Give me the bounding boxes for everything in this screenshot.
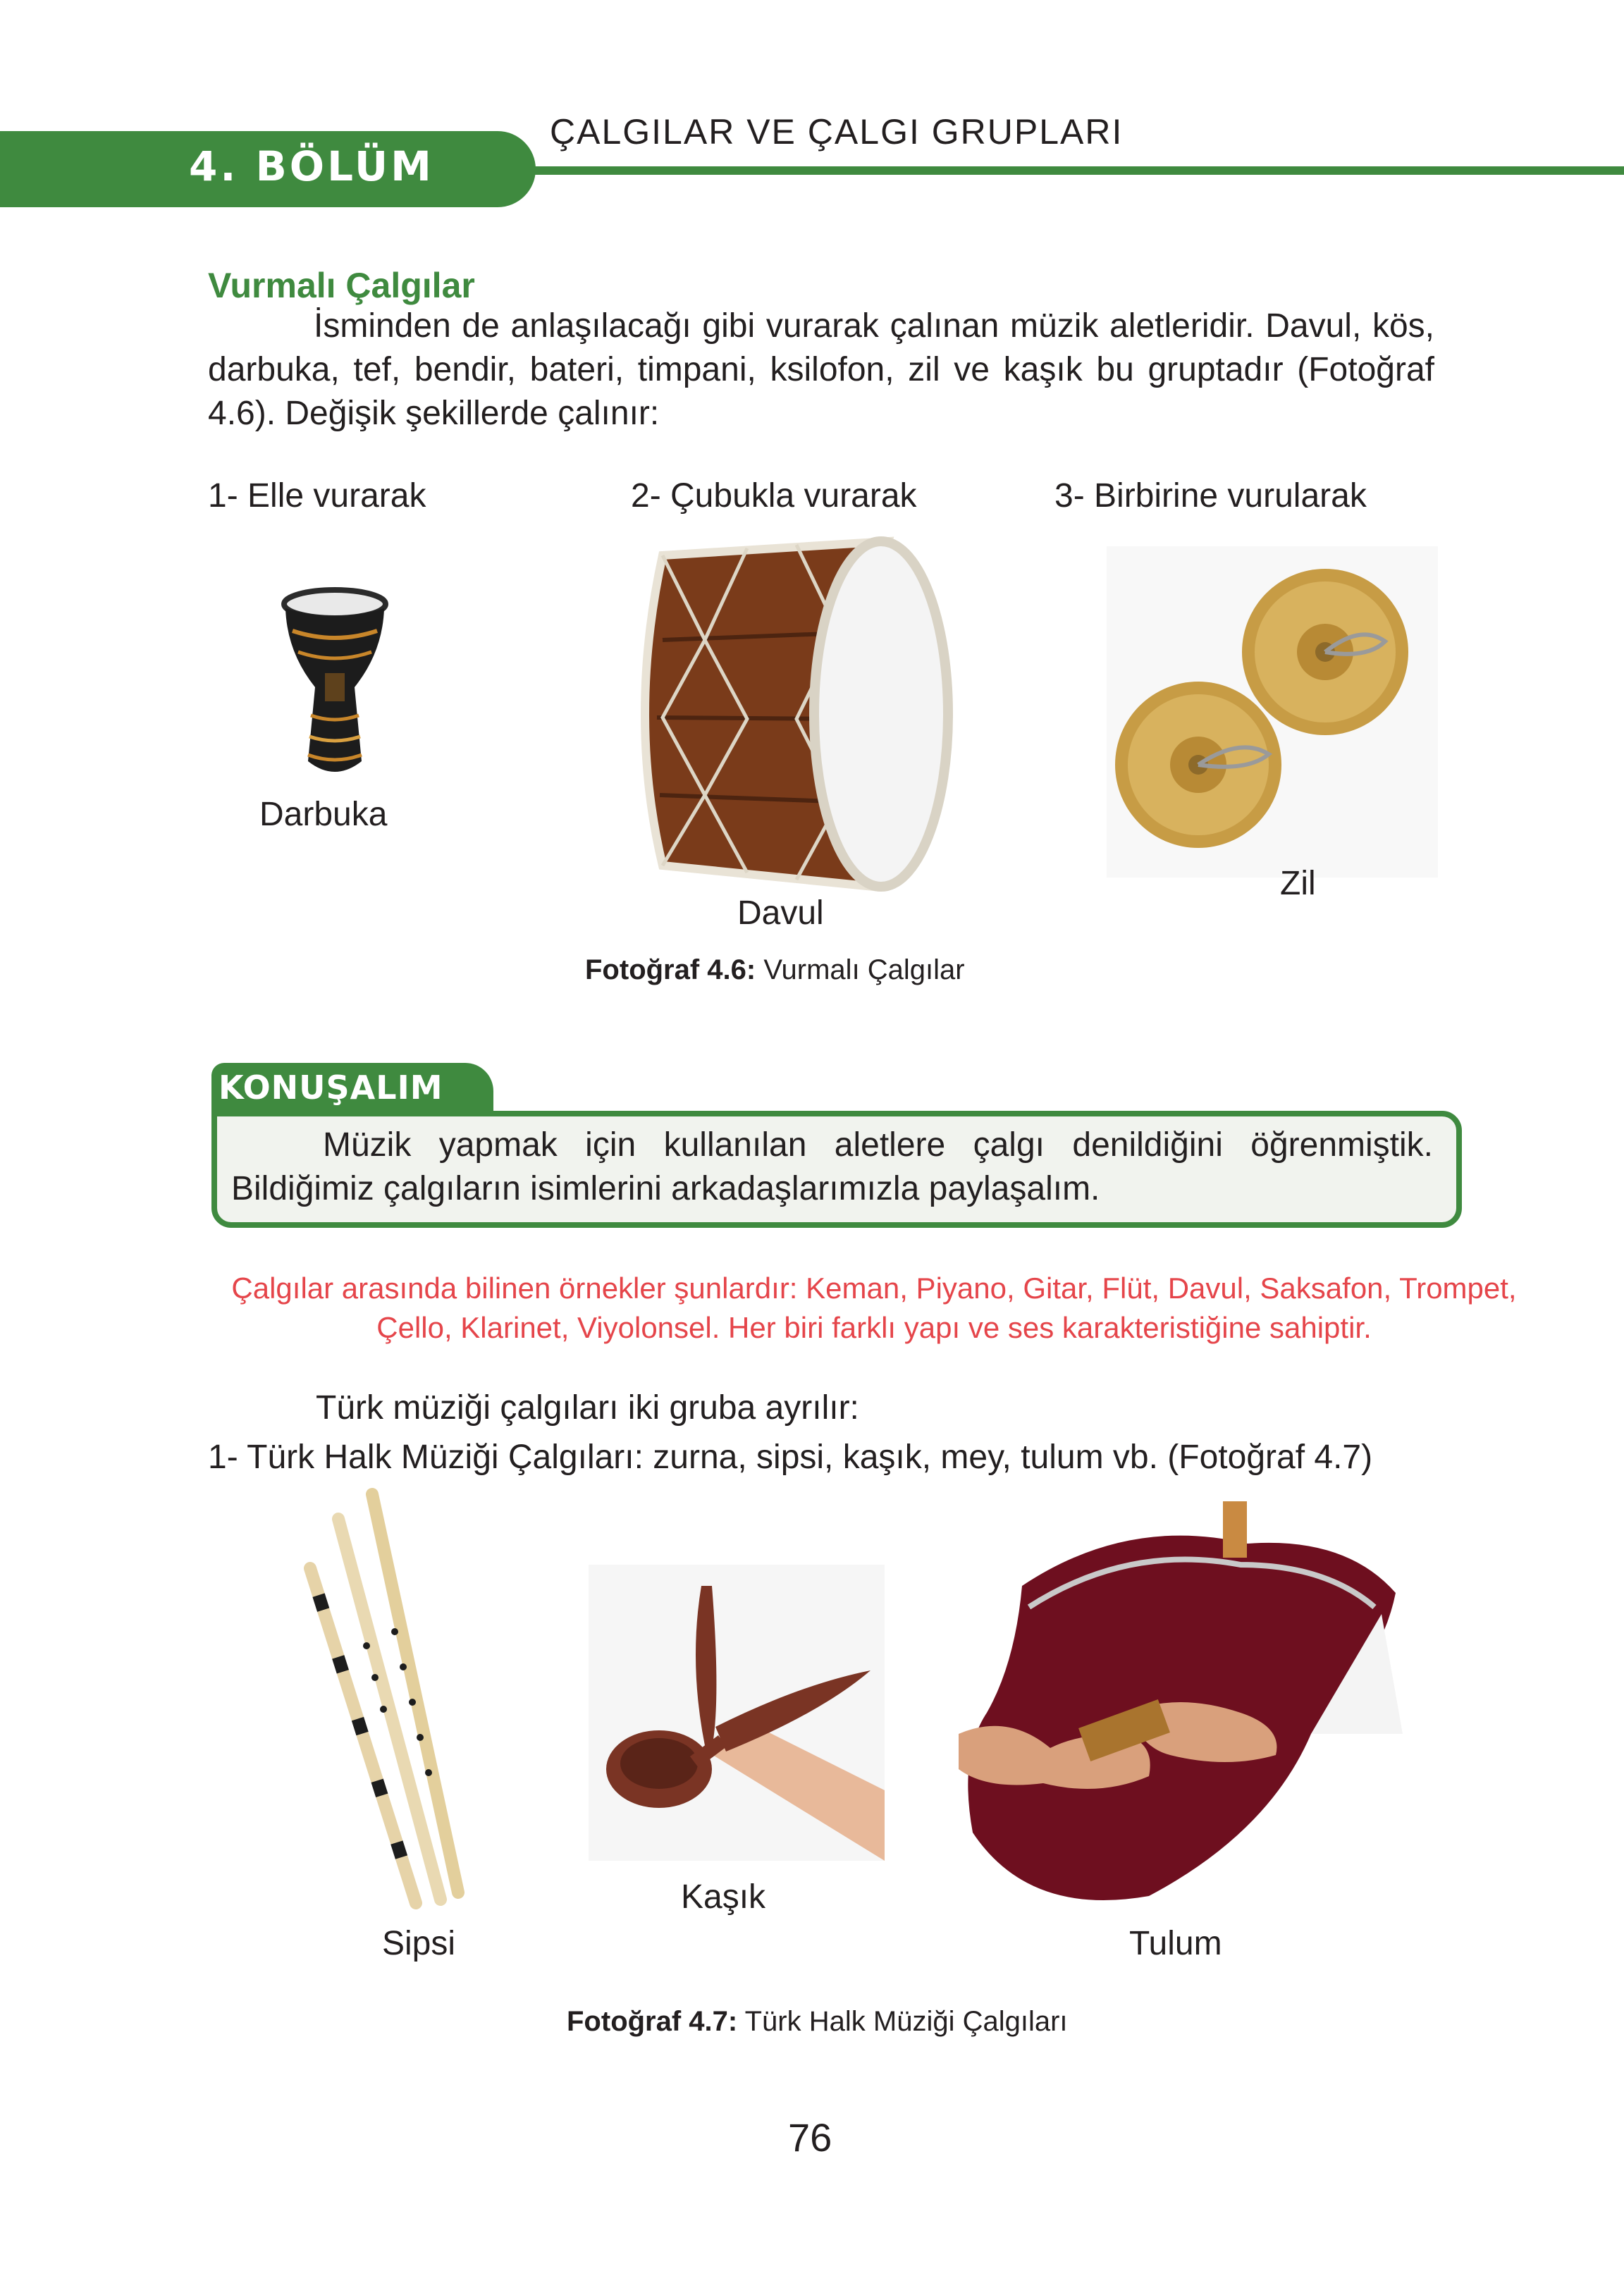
sipsi-image [296, 1491, 479, 1914]
photo-4-6-caption [585, 954, 965, 986]
method-2: 2- Çubukla vurarak [631, 477, 917, 515]
caption-text: Türk Halk Müziği Çalgıları [737, 2006, 1068, 2037]
page-number: 76 [788, 2115, 832, 2160]
davul-label: Davul [737, 894, 824, 932]
tulum-image [945, 1501, 1410, 1917]
zil-label: Zil [1280, 865, 1316, 902]
talk-tab-label: KONUŞALIM [219, 1069, 443, 1107]
darbuka-label: Darbuka [259, 796, 388, 833]
talk-box-text: Müzik yapmak için kullanılan aletlere çalgı denildiğini öğrenmiştik. Bildiğimiz çalgıların isimlerini arkadaşlarımızla paylaşalım. [231, 1126, 1433, 1207]
caption-number: Fotoğraf 4.6: [585, 954, 756, 985]
kasik-image [589, 1565, 885, 1861]
caption-text: Vurmalı Çalgılar [756, 954, 965, 985]
header-rule [522, 166, 1624, 175]
chapter-label: 4. BÖLÜM [189, 142, 434, 190]
chapter-title: ÇALGILAR VE ÇALGI GRUPLARI [550, 112, 1124, 152]
darbuka-image [271, 589, 398, 786]
turkish-music-intro: Türk müziği çalgıları iki gruba ayrılır: [316, 1389, 859, 1427]
section-paragraph: İsminden de anlaşılacağı gibi vurarak çalınan müzik aletleridir. Davul, kös, darbuka, tef, bendir, bateri, timpani, ksilofon, zil ve kaşık bu gruptadır (Fotoğraf 4.6). Değişik şekillerde çalınır: [208, 307, 1434, 432]
tulum-label: Tulum [1129, 1925, 1222, 1962]
method-3: 3- Birbirine vurularak [1054, 477, 1367, 515]
answer-text: Çalgılar arasında bilinen örnekler şunlardır: Keman, Piyano, Gitar, Flüt, Davul, Saksafon, Trompet, Çello, Klarinet, Viyolonsel. Her biri farklı yapı ve ses karakteristiğine sahiptir. [231, 1272, 1517, 1344]
zil-image [1107, 546, 1438, 878]
turkish-music-group-1: 1- Türk Halk Müziği Çalgıları: zurna, sipsi, kaşık, mey, tulum vb. (Fotoğraf 4.7) [208, 1439, 1373, 1476]
caption-number: Fotoğraf 4.7: [567, 2006, 738, 2037]
sipsi-label: Sipsi [382, 1925, 456, 1962]
photo-4-7-caption [567, 2006, 1068, 2038]
davul-image [613, 534, 966, 901]
method-1: 1- Elle vurarak [208, 477, 426, 515]
section-heading: Vurmalı Çalgılar [208, 266, 475, 305]
kasik-label: Kaşık [681, 1878, 766, 1916]
